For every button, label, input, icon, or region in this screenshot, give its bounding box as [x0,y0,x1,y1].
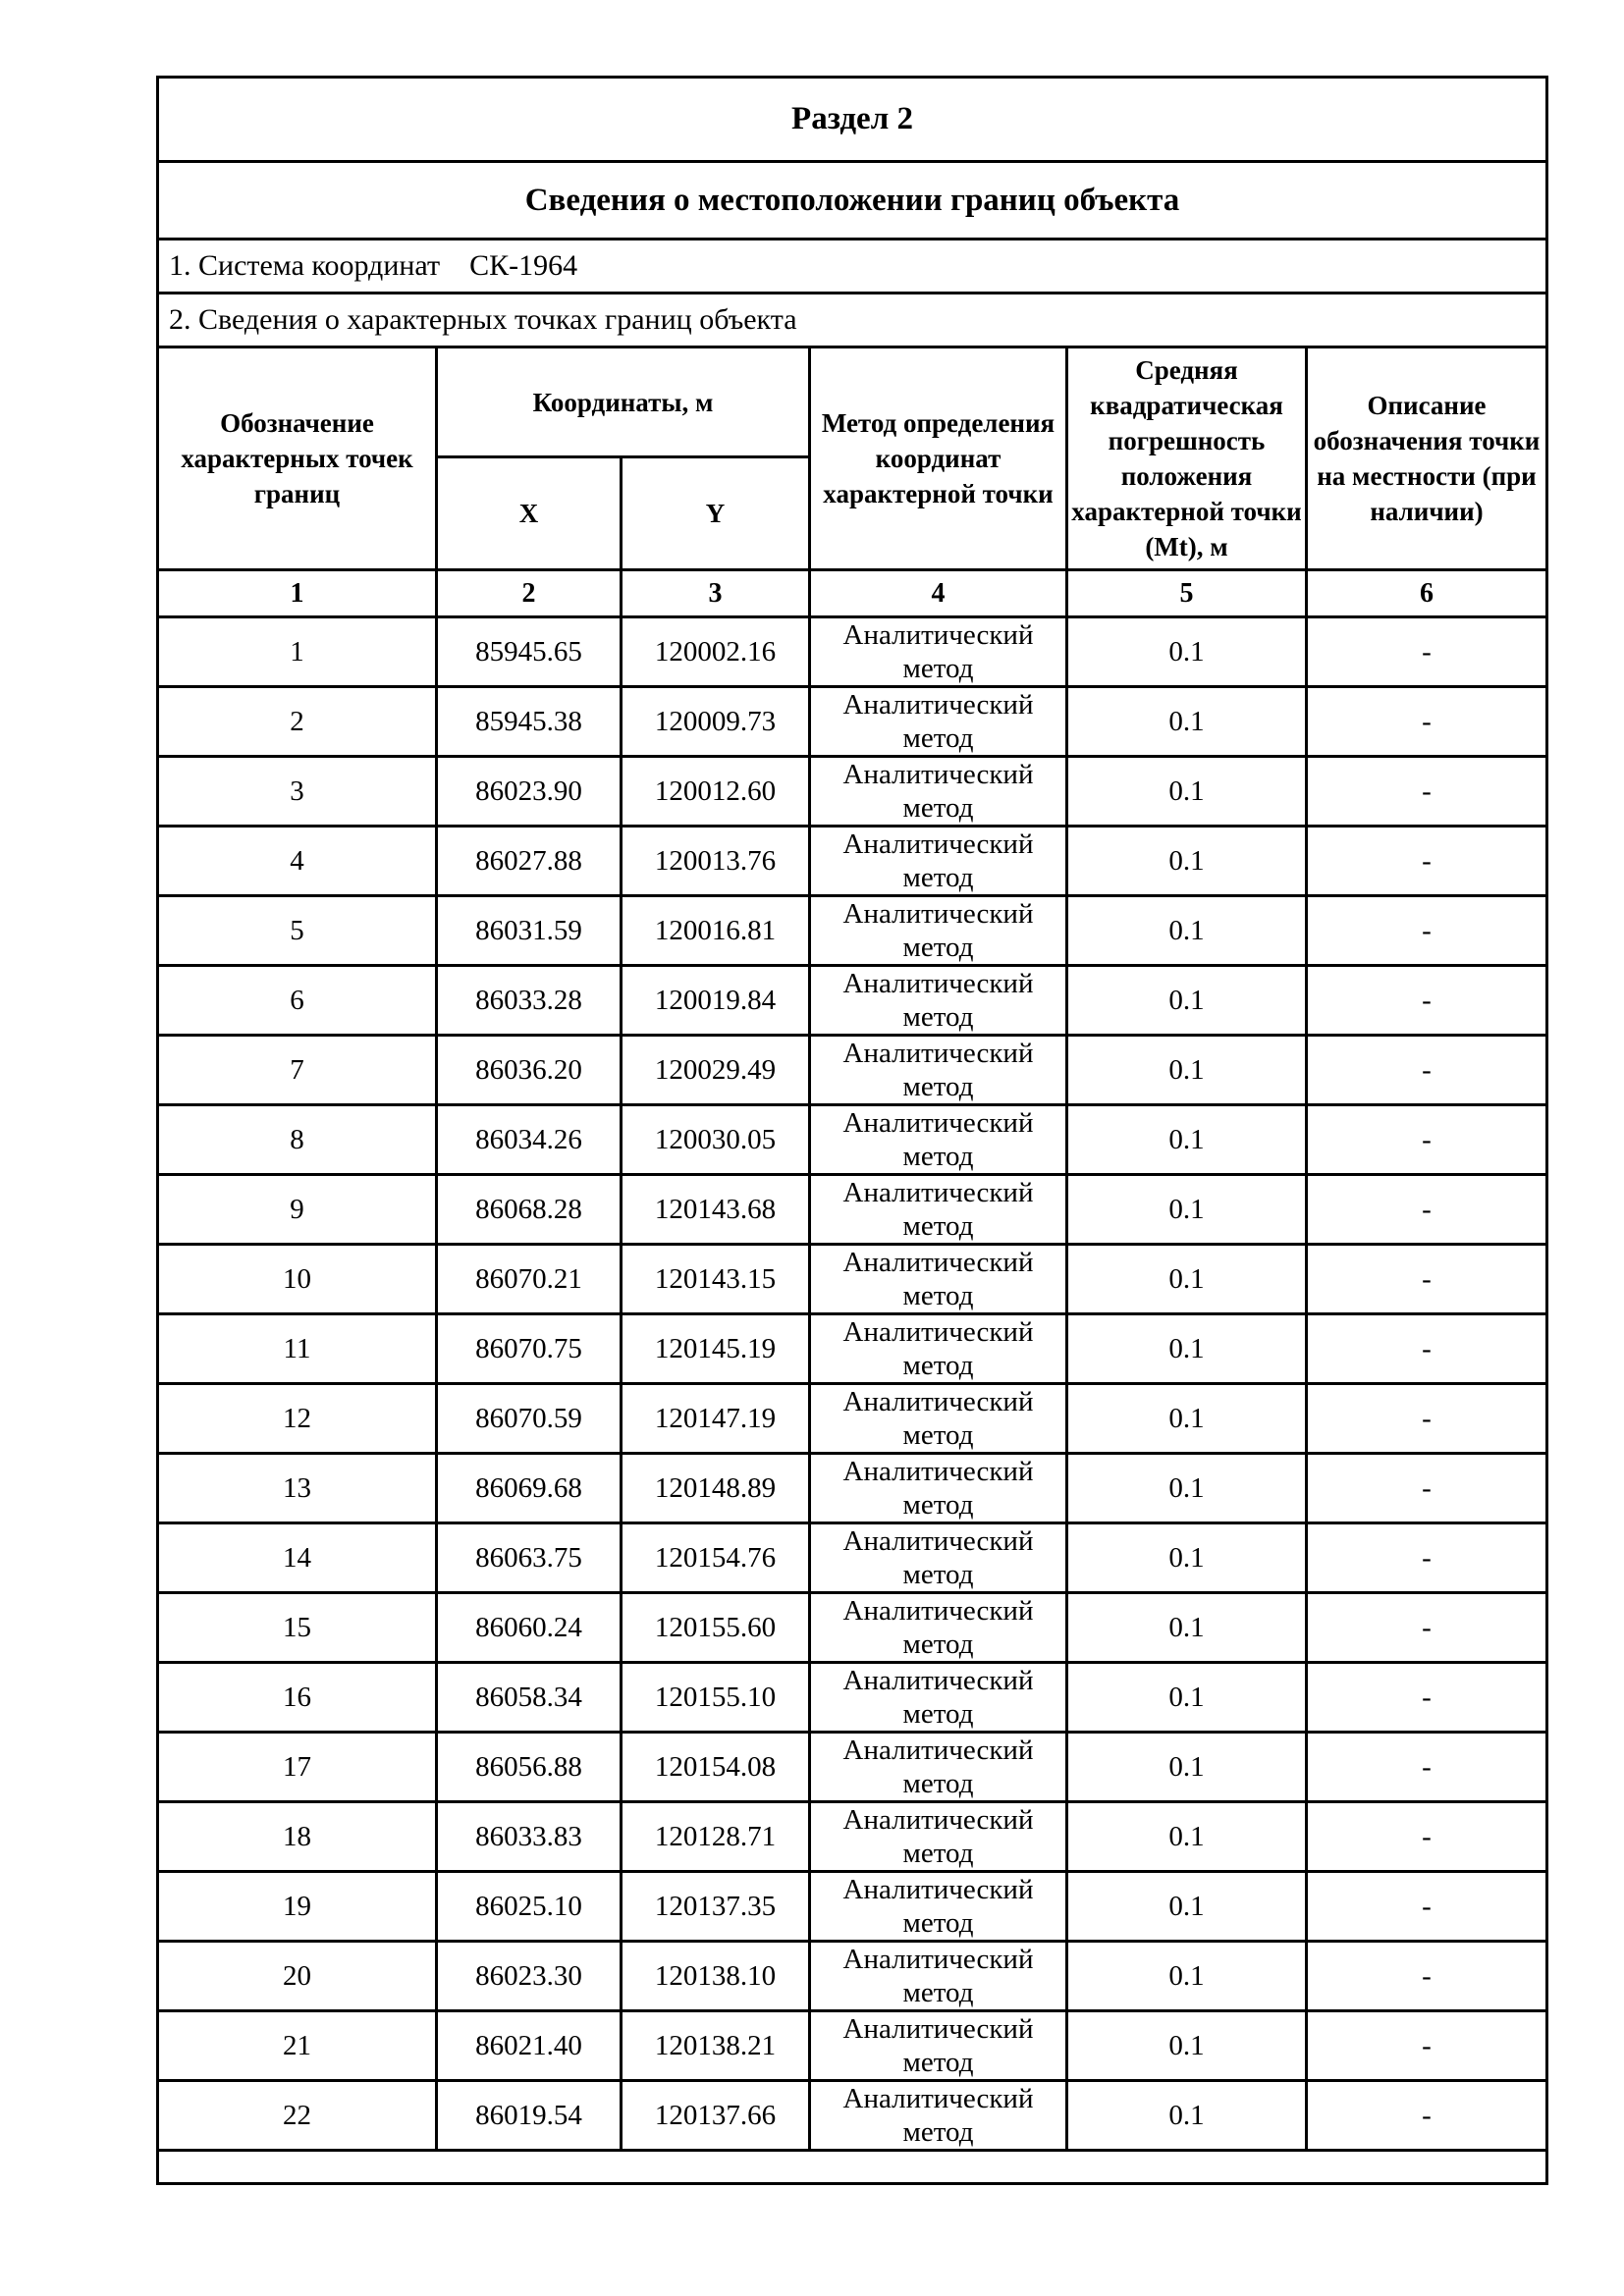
x-coordinate-cell: 86070.21 [437,1245,622,1314]
x-coordinate-cell: 86070.59 [437,1384,622,1454]
description-cell: - [1307,896,1547,966]
table-row [158,1175,1547,1245]
method-cell: Аналитический метод [810,1036,1067,1105]
table-row [158,1593,1547,1663]
y-coordinate-cell: 120143.68 [622,1175,810,1245]
points-section-row [158,294,1547,347]
y-coordinate-cell: 120143.15 [622,1245,810,1314]
table-row [158,2011,1547,2081]
point-number-cell: 18 [158,1802,437,1872]
table-row [158,1523,1547,1593]
column-number-cell: 6 [1307,570,1547,617]
point-number-cell: 4 [158,827,437,896]
mt-error-cell: 0.1 [1067,1314,1307,1384]
x-coordinate-cell: 86027.88 [437,827,622,896]
mt-error-cell: 0.1 [1067,1733,1307,1802]
method-cell: Аналитический метод [810,617,1067,687]
mt-error-cell: 0.1 [1067,827,1307,896]
x-coordinate-cell: 86031.59 [437,896,622,966]
point-number-cell: 1 [158,617,437,687]
description-cell: - [1307,1384,1547,1454]
table-row [158,896,1547,966]
mt-error-cell: 0.1 [1067,1523,1307,1593]
description-cell: - [1307,1036,1547,1105]
coordinate-system-label: 1. Система координат [169,249,441,282]
description-cell: - [1307,2081,1547,2151]
method-cell: Аналитический метод [810,1872,1067,1942]
x-coordinate-cell: 85945.38 [437,687,622,757]
x-coordinate-cell: 86023.30 [437,1942,622,2011]
table-row [158,1036,1547,1105]
header-mt-error: Средняя квадратическая погрешность положения характерной точки (Mt), м [1067,347,1307,570]
y-coordinate-cell: 120147.19 [622,1384,810,1454]
y-coordinate-cell: 120155.10 [622,1663,810,1733]
y-coordinate-cell: 120019.84 [622,966,810,1036]
y-coordinate-cell: 120009.73 [622,687,810,757]
point-number-cell: 16 [158,1663,437,1733]
coordinate-system-value: СК-1964 [469,249,578,282]
method-cell: Аналитический метод [810,1523,1067,1593]
method-cell: Аналитический метод [810,687,1067,757]
description-cell: - [1307,1314,1547,1384]
x-coordinate-cell: 86019.54 [437,2081,622,2151]
point-number-cell: 21 [158,2011,437,2081]
point-number-cell: 20 [158,1942,437,2011]
table-row [158,617,1547,687]
method-cell: Аналитический метод [810,757,1067,827]
description-cell: - [1307,1593,1547,1663]
mt-error-cell: 0.1 [1067,687,1307,757]
method-cell: Аналитический метод [810,1105,1067,1175]
description-cell: - [1307,827,1547,896]
x-coordinate-cell: 86036.20 [437,1036,622,1105]
document-title: Сведения о местоположении границ объекта [158,162,1547,240]
header-x: X [437,457,622,570]
points-section-line: 2. Сведения о характерных точках границ объекта [158,294,1547,347]
method-cell: Аналитический метод [810,896,1067,966]
method-cell: Аналитический метод [810,966,1067,1036]
x-coordinate-cell: 86033.83 [437,1802,622,1872]
coordinate-system-cell [158,240,1547,294]
mt-error-cell: 0.1 [1067,1872,1307,1942]
mt-error-cell: 0.1 [1067,1105,1307,1175]
boundary-points-table [156,76,1548,2185]
column-number-cell: 1 [158,570,437,617]
description-cell: - [1307,1523,1547,1593]
description-cell: - [1307,1245,1547,1314]
mt-error-cell: 0.1 [1067,757,1307,827]
table-row [158,2081,1547,2151]
table-row [158,1454,1547,1523]
x-coordinate-cell: 86069.68 [437,1454,622,1523]
column-number-cell: 3 [622,570,810,617]
description-cell: - [1307,1872,1547,1942]
point-number-cell: 6 [158,966,437,1036]
y-coordinate-cell: 120138.21 [622,2011,810,2081]
description-cell: - [1307,1942,1547,2011]
table-row [158,1314,1547,1384]
method-cell: Аналитический метод [810,1593,1067,1663]
column-numbers-row [158,570,1547,617]
mt-error-cell: 0.1 [1067,966,1307,1036]
point-number-cell: 2 [158,687,437,757]
mt-error-cell: 0.1 [1067,1802,1307,1872]
x-coordinate-cell: 86033.28 [437,966,622,1036]
header-description: Описание обозначения точки на местности (при наличии) [1307,347,1547,570]
mt-error-cell: 0.1 [1067,2011,1307,2081]
table-row [158,1872,1547,1942]
method-cell: Аналитический метод [810,1802,1067,1872]
table-row [158,827,1547,896]
point-number-cell: 22 [158,2081,437,2151]
description-cell: - [1307,1663,1547,1733]
y-coordinate-cell: 120154.08 [622,1733,810,1802]
description-cell: - [1307,1454,1547,1523]
y-coordinate-cell: 120013.76 [622,827,810,896]
point-number-cell: 19 [158,1872,437,1942]
header-y: Y [622,457,810,570]
mt-error-cell: 0.1 [1067,896,1307,966]
empty-cell [158,2151,1547,2184]
table-row [158,1942,1547,2011]
x-coordinate-cell: 86070.75 [437,1314,622,1384]
x-coordinate-cell: 85945.65 [437,617,622,687]
point-number-cell: 3 [158,757,437,827]
method-cell: Аналитический метод [810,2011,1067,2081]
y-coordinate-cell: 120154.76 [622,1523,810,1593]
x-coordinate-cell: 86023.90 [437,757,622,827]
point-number-cell: 11 [158,1314,437,1384]
y-coordinate-cell: 120002.16 [622,617,810,687]
mt-error-cell: 0.1 [1067,1036,1307,1105]
point-number-cell: 9 [158,1175,437,1245]
mt-error-cell: 0.1 [1067,1942,1307,2011]
point-number-cell: 12 [158,1384,437,1454]
description-cell: - [1307,687,1547,757]
header-point-designation: Обозначение характерных точек границ [158,347,437,570]
method-cell: Аналитический метод [810,1663,1067,1733]
y-coordinate-cell: 120029.49 [622,1036,810,1105]
y-coordinate-cell: 120016.81 [622,896,810,966]
column-number-cell: 5 [1067,570,1307,617]
description-cell: - [1307,1802,1547,1872]
x-coordinate-cell: 86034.26 [437,1105,622,1175]
point-number-cell: 7 [158,1036,437,1105]
y-coordinate-cell: 120148.89 [622,1454,810,1523]
mt-error-cell: 0.1 [1067,1663,1307,1733]
table-row [158,1384,1547,1454]
method-cell: Аналитический метод [810,827,1067,896]
document-title-row [158,162,1547,240]
x-coordinate-cell: 86056.88 [437,1733,622,1802]
x-coordinate-cell: 86063.75 [437,1523,622,1593]
y-coordinate-cell: 120012.60 [622,757,810,827]
table-row [158,1245,1547,1314]
table-row [158,687,1547,757]
x-coordinate-cell: 86025.10 [437,1872,622,1942]
header-coordinates-group: Координаты, м [437,347,810,457]
column-number-cell: 4 [810,570,1067,617]
mt-error-cell: 0.1 [1067,1245,1307,1314]
x-coordinate-cell: 86058.34 [437,1663,622,1733]
mt-error-cell: 0.1 [1067,1175,1307,1245]
description-cell: - [1307,757,1547,827]
method-cell: Аналитический метод [810,1942,1067,2011]
mt-error-cell: 0.1 [1067,1593,1307,1663]
table-row [158,757,1547,827]
method-cell: Аналитический метод [810,2081,1067,2151]
description-cell: - [1307,1733,1547,1802]
x-coordinate-cell: 86021.40 [437,2011,622,2081]
y-coordinate-cell: 120137.35 [622,1872,810,1942]
table-row [158,966,1547,1036]
table-row [158,1663,1547,1733]
description-cell: - [1307,966,1547,1036]
y-coordinate-cell: 120138.10 [622,1942,810,2011]
point-number-cell: 10 [158,1245,437,1314]
mt-error-cell: 0.1 [1067,2081,1307,2151]
mt-error-cell: 0.1 [1067,617,1307,687]
column-number-cell: 2 [437,570,622,617]
point-number-cell: 5 [158,896,437,966]
table-row [158,1105,1547,1175]
y-coordinate-cell: 120128.71 [622,1802,810,1872]
section-title: Раздел 2 [158,78,1547,162]
y-coordinate-cell: 120137.66 [622,2081,810,2151]
table-row [158,1802,1547,1872]
method-cell: Аналитический метод [810,1384,1067,1454]
y-coordinate-cell: 120155.60 [622,1593,810,1663]
mt-error-cell: 0.1 [1067,1454,1307,1523]
coordinate-system-row [158,240,1547,294]
x-coordinate-cell: 86068.28 [437,1175,622,1245]
table-row [158,1733,1547,1802]
description-cell: - [1307,2011,1547,2081]
x-coordinate-cell: 86060.24 [437,1593,622,1663]
method-cell: Аналитический метод [810,1245,1067,1314]
y-coordinate-cell: 120030.05 [622,1105,810,1175]
method-cell: Аналитический метод [810,1454,1067,1523]
description-cell: - [1307,1105,1547,1175]
empty-row [158,2151,1547,2184]
point-number-cell: 17 [158,1733,437,1802]
section-title-row [158,78,1547,162]
method-cell: Аналитический метод [810,1733,1067,1802]
mt-error-cell: 0.1 [1067,1384,1307,1454]
header-method: Метод определения координат характерной точки [810,347,1067,570]
y-coordinate-cell: 120145.19 [622,1314,810,1384]
point-number-cell: 15 [158,1593,437,1663]
description-cell: - [1307,1175,1547,1245]
description-cell: - [1307,617,1547,687]
method-cell: Аналитический метод [810,1314,1067,1384]
point-number-cell: 8 [158,1105,437,1175]
point-number-cell: 14 [158,1523,437,1593]
method-cell: Аналитический метод [810,1175,1067,1245]
point-number-cell: 13 [158,1454,437,1523]
table-header-row [158,347,1547,457]
